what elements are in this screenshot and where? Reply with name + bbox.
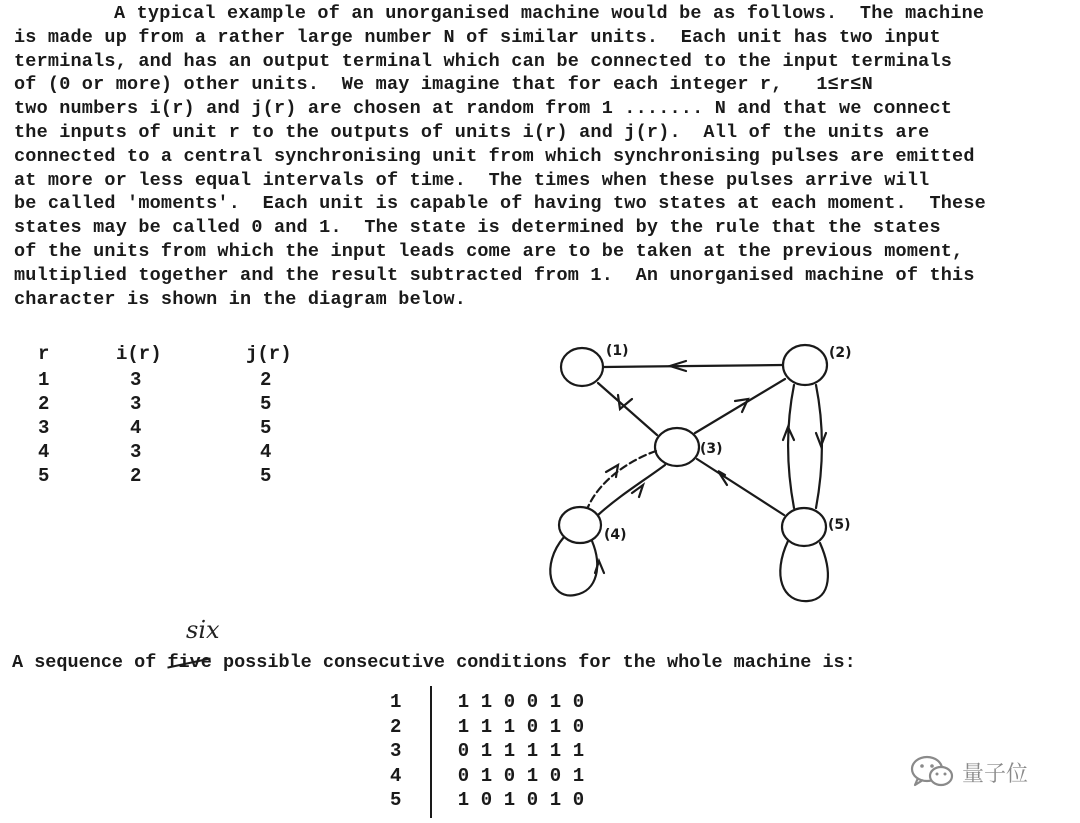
paragraph-line: A typical example of an unorganised machine would be as follows. The machine (114, 3, 985, 24)
watermark-text: 量子位 (962, 761, 1029, 787)
node-label-2: (2) (829, 345, 852, 361)
self-loop-4 (550, 537, 597, 595)
state-bit: 1 (480, 715, 493, 738)
paragraph-line: is made up from a rather large number N of similar units. Each unit has two input (14, 26, 941, 48)
state-bit: 0 (526, 715, 539, 738)
state-bit: 0 (480, 789, 493, 811)
cell-r: 4 (38, 441, 50, 463)
edge-2-to-1 (604, 365, 783, 367)
node-2 (783, 345, 827, 385)
state-bit: 1 (549, 691, 562, 713)
node-label-5: (5) (828, 517, 851, 533)
connection-table (30, 342, 326, 488)
cell-i: 2 (130, 465, 142, 487)
paragraph-line: two numbers i(r) and j(r) are chosen at random from 1 ....... N and that we connect (14, 98, 953, 120)
paragraph-line: terminals, and has an output terminal which can be connected to the input terminals (14, 50, 953, 72)
state-bit: 1 (457, 789, 470, 811)
state-bit: 1 (549, 789, 562, 811)
state-bit: 0 (572, 715, 585, 738)
state-bit: 0 (457, 764, 470, 787)
paragraph-line: connected to a central synchronising unit from which synchronising pulses are emitted (14, 145, 975, 167)
network-diagram (520, 325, 880, 615)
table-row (390, 715, 590, 740)
edge-3-to-1 (598, 383, 657, 435)
state-bit: 1 (526, 740, 539, 762)
paragraph-line: the inputs of unit r to the outputs of units i(r) and j(r). All of the units are (14, 121, 930, 143)
table-row (30, 416, 326, 440)
table-row (390, 788, 590, 813)
state-bit: 0 (572, 691, 585, 713)
node-4 (559, 507, 601, 543)
edge-5-to-3 (697, 459, 784, 515)
node-label-3: (3) (700, 441, 723, 457)
cell-i: 3 (130, 441, 142, 463)
handwritten-correction: six (186, 616, 220, 644)
state-bit: 0 (457, 740, 470, 762)
edge-5-to-2 (788, 385, 794, 508)
state-bit: 0 (526, 691, 539, 713)
table-row (30, 368, 326, 392)
cell-i: 3 (130, 369, 142, 391)
paragraph-line: states may be called 0 and 1. The state is determined by the rule that the states (14, 217, 941, 239)
cell-j: 5 (260, 465, 272, 487)
header-j: j(r) (246, 343, 292, 365)
state-bit: 1 (480, 691, 493, 713)
sequence-prefix: A sequence of (12, 652, 168, 673)
state-bit: 1 (503, 740, 516, 762)
state-bit: 1 (457, 715, 470, 738)
node-1 (561, 348, 603, 386)
node-label-4: (4) (604, 527, 627, 543)
table-row (390, 764, 590, 789)
state-bit: 1 (526, 764, 539, 787)
cell-i: 4 (130, 417, 142, 439)
state-bit: 1 (549, 715, 562, 738)
edge-3-to-2 (695, 379, 785, 433)
watermark (910, 755, 1028, 789)
state-bit: 1 (572, 764, 585, 787)
paragraph-line: be called 'moments'. Each unit is capable of having two states at each moment. These (14, 193, 986, 215)
state-table (390, 690, 590, 813)
unit-number: 1 (390, 691, 402, 713)
wechat-icon (910, 755, 954, 789)
cell-j: 2 (260, 369, 272, 391)
unit-number: 2 (390, 715, 402, 738)
intro-paragraph (14, 2, 1064, 311)
cell-j: 5 (260, 417, 272, 439)
state-bit: 1 (480, 764, 493, 787)
cell-r: 2 (38, 393, 50, 415)
state-bit: 1 (572, 740, 585, 762)
unit-number: 4 (390, 764, 402, 787)
unit-number: 5 (390, 789, 402, 811)
cell-r: 1 (38, 369, 50, 391)
paragraph-line: multiplied together and the result subtracted from 1. An unorganised machine of this (14, 264, 975, 286)
cell-i: 3 (130, 393, 142, 415)
self-loop-5 (780, 541, 828, 601)
table-row (390, 739, 590, 764)
sequence-suffix: possible consecutive conditions for the whole machine is: (211, 652, 856, 673)
sequence-sentence (12, 652, 856, 673)
state-bit: 0 (549, 764, 562, 787)
state-bit: 0 (503, 764, 516, 787)
state-bit: 0 (572, 789, 585, 811)
state-bit: 1 (503, 789, 516, 811)
edge-4-to-3 (598, 465, 665, 515)
table-divider (430, 686, 432, 818)
paragraph-line: of (0 or more) other units. We may imagine that for each integer r, 1≤r≤N (14, 74, 873, 96)
table-row (390, 690, 590, 715)
table-row (30, 464, 326, 488)
state-bit: 1 (480, 740, 493, 762)
state-bit: 1 (503, 715, 516, 738)
header-r: r (38, 343, 50, 365)
table-header-row (30, 342, 326, 366)
cell-j: 5 (260, 393, 272, 415)
struck-word: five (167, 652, 212, 673)
cell-r: 5 (38, 465, 50, 487)
cell-j: 4 (260, 441, 272, 463)
state-bit: 1 (457, 691, 470, 713)
paragraph-line: at more or less equal intervals of time. The times when these pulses arrive will (14, 169, 930, 191)
node-label-1: (1) (606, 343, 629, 359)
unit-number: 3 (390, 740, 402, 762)
state-bit: 1 (549, 740, 562, 762)
paragraph-line: character is shown in the diagram below. (14, 288, 467, 310)
table-row (30, 392, 326, 416)
state-bit: 0 (503, 691, 516, 713)
node-3 (655, 428, 699, 466)
table-row (30, 440, 326, 464)
cell-r: 3 (38, 417, 50, 439)
state-bit: 0 (526, 789, 539, 811)
paragraph-line: of the units from which the input leads come are to be taken at the previous moment, (14, 240, 964, 262)
header-i: i(r) (116, 343, 162, 365)
